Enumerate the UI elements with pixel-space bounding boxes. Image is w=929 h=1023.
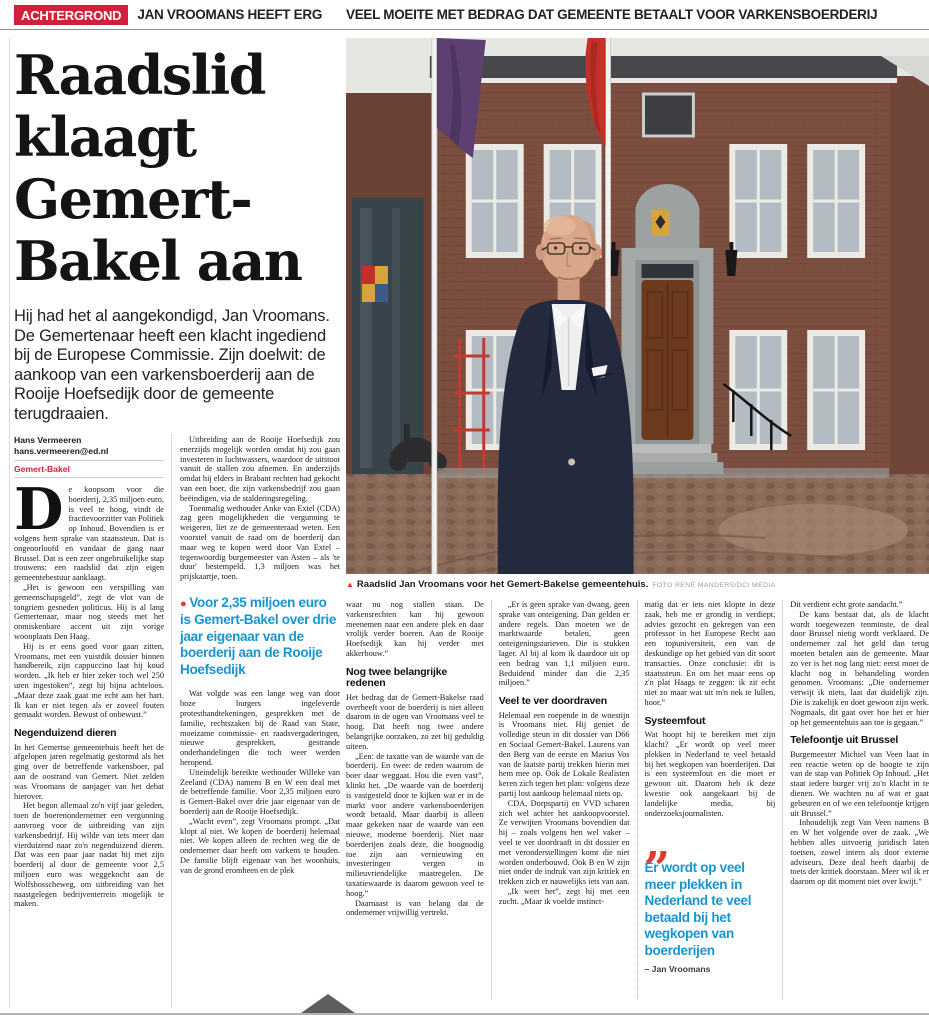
text-column-6: [783, 600, 929, 1000]
right-text-columns: [346, 600, 929, 1000]
body-paragraph: matig dat er iets niet klopte in deze zaak, heb me er grondig in verdiept, advies gezocht en gekregen van een professor in het Europese Recht aan een topuniversiteit, een van de deskundige op het gebied van dit soort transacties. Onze conclusie: dit is staatssteun. En om het maar eens op z'n plat Haags te zeggen: ik zit echt niet zo maar wat uit m'n nek te lullen, hoor.”: [644, 600, 776, 707]
text-column-1: [14, 435, 172, 1007]
body-paragraph: Wat hoopt hij te bereiken met zijn klacht? „Er wordt op veel meer plekken in Nederland te veel betaald bij het wegkopen van boerderijen. Dat is een systeemfout en die moet er gewoon uit. Daarom heb ik deze kwestie ook aangekaart bij de landelijke media, bij onderzoeksjournalisten.: [644, 730, 776, 818]
body-paragraph: De kans bestaat dat, als de klacht wordt toegewezen tenminste, de deal door Brussel nietig wordt verklaard. De ondernemer zal het geld dan terug moeten betalen aan de gemeente. Maar zo ver is het nog lang niet: eerst moet de klacht nog in behandeling worden genomen. Vroomans: „Die ondernemer verwijt ik niets, laat dat duidelijk zijn. Die is zakelijk en doet gewoon zijn werk. Nogmaals, dit gaat over hoe het er hier op het gemeentehuis aan toe is gegaan.”: [790, 609, 929, 727]
body-paragraph: Het begon allemaal zo'n vijf jaar geleden, toen de boerenondernemer een vergunning aanvroeg voor de uitbreiding van zijn varkensbedrijf. Hij wilde van iets meer dan vierduizend naar zo'n negenduizend dieren. Dat was een paar jaar nadat hij met zijn boerderij al door de gemeente voor 2,5 miljoen euro was weggekocht aan de Wolfsbosscheweg, om uitbreiding van het naastgelegen bedrijventerrein mogelijk te maken.: [14, 801, 164, 909]
body-paragraph: „Er is geen sprake van dwang, geen sprake van onteigening. Dan gelden er andere regels. Dan moeten we de marktwaarde betalen, geen onteigeningstarieven. Die is stukken lager. Al bij al kom ik daardoor uit op een bedrag van 1,1 miljoen euro. Beduidend minder dan die 2,35 miljoen.”: [498, 600, 630, 688]
body-paragraph: Uitbreiding aan de Rooije Hoefsedijk zou enerzijds mogelijk worden omdat hij zou gaan investeren in luchtwassers, waardoor de uitstoot vanuit de stallen zou afnemen. En anderzijds omdat hij elders in Brabant rechten had gekocht van een boer, die zijn varkensbedrijf zou gaan beëindigen, via de stalderingsregeling.: [180, 435, 340, 503]
byline-email: hans.vermeeren@ed.nl: [14, 445, 109, 456]
quote-block: [644, 815, 776, 975]
text-column-5: [638, 600, 784, 1000]
left-section: [14, 38, 340, 1007]
headline: Raadslid klaagt Gemert-Bakel aan: [14, 43, 302, 293]
body-paragraph: Burgemeester Michiel van Veen laat in een reactie weten op de hoogte te zijn van de stap van Politiek Op Inhoud. „Het staat iedere burger vrij zo'n klacht in te dienen. We wachten nu af wat er gaat gebeuren en of we een telefoontje krijgen uit Brussel.”: [790, 749, 929, 818]
body-paragraph: „Het is gewoon een verspilling van gemeenschapsgeld”, zegt de vlot van de tongriem gesneden politicus. Hij is al lang Gemertenaar, maar nog steeds met het onmiskenbare accent uit zijn vorige woonplaats Den Haag.: [14, 582, 164, 641]
body-paragraph: Daarnaast is van belang dat de ondernemer vrijwillig vertrekt.: [346, 898, 484, 918]
quote-attribution: – Jan Vroomans: [644, 964, 711, 975]
photo-jan-vroomans-gemeentehuis: [346, 38, 929, 574]
section-subhead: Nog twee belangrijke redenen: [346, 665, 448, 690]
page-fold-triangle-icon: [301, 994, 355, 1013]
body-paragraph: CDA, Dorpspartij en VVD scharen zich wel achter het aankoopvoorstel. Ze verwijten Vroomans bovendien dat hij – zoals volgens hen wel vaker – veel te ver doordraaft in dit dossier en met veronderstellingen komt die niet worden onderbouwd. Ook B en W zijn niet onder de indruk van zijn kritiek en trekken zich er nauwelijks iets van aan.: [498, 798, 630, 887]
byline-location: Gemert-Bakel: [14, 460, 164, 478]
body-paragraph: Toenmalig wethouder Anke van Extel (CDA) zag geen mogelijkheden die vergunning te weigeren, liet ze de gemeenteraad weten. Een voorstel vanuit de raad om de boerderij dan maar weg te kopen werd door Van Extel – tegenwoordig burgemeester van Asten – als 'te duur' bestempeld. 1,3 miljoen was het prijskaartje, toen.: [180, 503, 340, 582]
article-body: [0, 30, 929, 1007]
article-photo-figure: [346, 38, 929, 591]
kicker-text-left: JAN VROOMANS HEEFT ERG: [137, 7, 323, 22]
text-column-4: [492, 600, 638, 1000]
body-paragraph: Dit verdient echt grote aandacht.”: [790, 600, 903, 609]
left-text-columns: [14, 435, 340, 1007]
page-bottom-rule: [0, 1013, 929, 1015]
body-paragraph: De koopsom voor die boerderij, 2,35 miljoen euro, is veel te hoog, vindt de fractievoorzitter van Politiek op Inhoud. Bovendien is er volgens hem sprake van staatssteun. Dat is ongeoorloofd en vandaar de gang naar Brussel. Dat is een zeer ongebruikelijke stap trouwens: een raadslid dat zijn eigen gemeentebestuur aanklaagt.: [14, 476, 164, 583]
caption-arrow-icon: ▲: [346, 580, 354, 589]
body-paragraph: „Een: de taxatie van de waarde van de boerderij. En twee: de reden waarom de boer daar weggaat. Hou die even vast”, klinkt het. „De waarde van de boerderij is vastgesteld door te kijken wat er in de markt voor andere varkensboerderijen wordt betaald. Maar daarbij is alleen maar gekeken naar de waarde van een nieuwe, moderne boerderij. Niet naar boerderijen zoals deze, die hoognodig toe zijn aan vernieuwing en investeringen vergen in milieuvriendelijke maatregelen. De taxatiewaarde is daarom gewoon veel te hoog.”: [346, 751, 484, 898]
bullet-icon: ●: [180, 597, 187, 610]
quote-icon: „: [644, 815, 671, 870]
section-subhead: Veel te ver doordraven: [498, 695, 607, 708]
byline-author: Hans Vermeeren: [14, 435, 82, 445]
text-column-2: [172, 435, 340, 1007]
body-paragraph: Helemaal een roepende in de woestijn is Vroomans niet. Hij geniet de volledige steun in dit dossier van D66 en Sociaal Gemert-Bakel. Laurens van den Berg van de eerste en Marius Vos van de laatste partij trekken hierin met hem mee op. Ook de Lokale Realisten keren zich tegen het plan: volgens deze partij lost aankoop helemaal niets op.: [498, 710, 630, 799]
body-paragraph: „Wacht even”, zegt Vroomans prompt. „Dat klopt al niet. We kopen de boerderij helemaal niet. We kopen alleen de rechten weg die de ondernemer daar heeft om varkens te houden. De familie blijft eigenaar van het woonhuis, van de grond eromheen en de plek: [180, 816, 340, 875]
intro-paragraph: Hij had het al aangekondigd, Jan Vroomans. De Gemertenaar heeft een klacht ingediend bij de Europese Commissie. Zijn doelwit: de aankoop van een varkensboerderij aan de Rooije Hoefsedijk door de gemeente terugdraaien.: [14, 307, 330, 423]
body-paragraph: Wat volgde was een lange weg van door boze burgers ingeleverde protesthandtekeningen, gesprekken met de familie, rechtszaken bij de Raad van State, moeizame commissie- en raadsvergaderingen, nieuwe gesprekken, gestrande onderhandelingen die toch weer werden heropend.: [180, 689, 340, 768]
pull-quote-text: Voor 2,35 miljoen euro is Gemert-Bakel over drie jaar eigenaar van de boerderij aan de Rooije Hoefsedijk: [180, 594, 337, 677]
body-paragraph: In het Gemertse gemeentehuis heeft het de afgelopen jaren regelmatig gestormd als het ging over de betreffende varkensboer, pal aan de oostrand van Gemert. Niet zelden was Vroomans de aanjager van het debat hierover.: [14, 742, 164, 801]
pull-quote: [180, 595, 340, 679]
kicker-text-right: VEEL MOEITE MET BEDRAG DAT GEMEENTE BETAALT VOOR VARKENSBOERDERIJ: [346, 7, 878, 22]
byline: [14, 435, 164, 478]
body-paragraph: Inhoudelijk zegt Van Veen namens B en W het volgende over de zaak. „We hebben alles uitvoerig juridisch laten toetsen, zowel intern als door externe adviseurs. Deze deal heeft daarbij de toets der kritiek doorstaan. Meer wil ik er daarom op dit moment niet over kwijt.”: [790, 818, 929, 887]
kicker-badge: ACHTERGROND: [14, 5, 128, 25]
photo-credit: FOTO RENÉ MANDERS/DCI MEDIA: [652, 582, 776, 589]
body-paragraph: Hij is er eens goed voor gaan zitten, Vroomans, met een vuistdik dossier binnen handbereik, zijn cappuccino laat hij koud worden. „Ik heb er hier zeker toch wel 250 uren ingestoken”, zegt hij bijna achteloos. „Maar deze zaak gaat me echt aan het hart. Ik kan er niet tegen als er zoveel fouten gemaakt worden. Bewust of onbewust.”: [14, 641, 164, 720]
photo-caption: [346, 579, 929, 591]
quote-text: Er wordt op veel meer plekken in Nederland te veel betaald bij het wegkopen van boerderijen: [644, 860, 752, 958]
section-subhead: Negenduizend dieren: [14, 727, 117, 740]
text-column-3: [346, 600, 492, 1000]
kicker-bar: [0, 0, 929, 30]
right-section: [346, 38, 929, 1007]
body-paragraph: Uiteindelijk bereikte wethouder Willeke van Zeeland (CDA) namens B en W een deal met de betreffende familie. Voor 2,35 miljoen euro is Gemert-Bakel over drie jaar eigenaar van de boerderij aan de Rooije Hoefsedijk.: [180, 767, 340, 817]
caption-text: Raadslid Jan Vroomans voor het Gemert-Bakelse gemeentehuis.: [356, 579, 649, 590]
section-subhead: Systeemfout: [644, 714, 706, 727]
section-subhead: Telefoontje uit Brussel: [790, 734, 899, 747]
body-paragraph: Het bedrag dat de Gemert-Bakelse raad overheeft voor de boerderij is niet alleen daarom in de ogen van Vroomans veel te hoog. Dat heeft nog twee andere belangrijke oorzaken, zo zet hij geduldig uiteen.: [346, 692, 484, 751]
body-paragraph: „Ik weet het”, zegt hij met een zucht. „Maar ik voelde instinct-: [498, 887, 630, 906]
body-paragraph: waar nu nog stallen staan. De varkensrechten kan hij gewoon meenemen naar een andere plek en daar vrolijk verder boeren. Aan de Rooije Hoefsedijk kan hij verder met akkerbouw.”: [346, 600, 484, 658]
